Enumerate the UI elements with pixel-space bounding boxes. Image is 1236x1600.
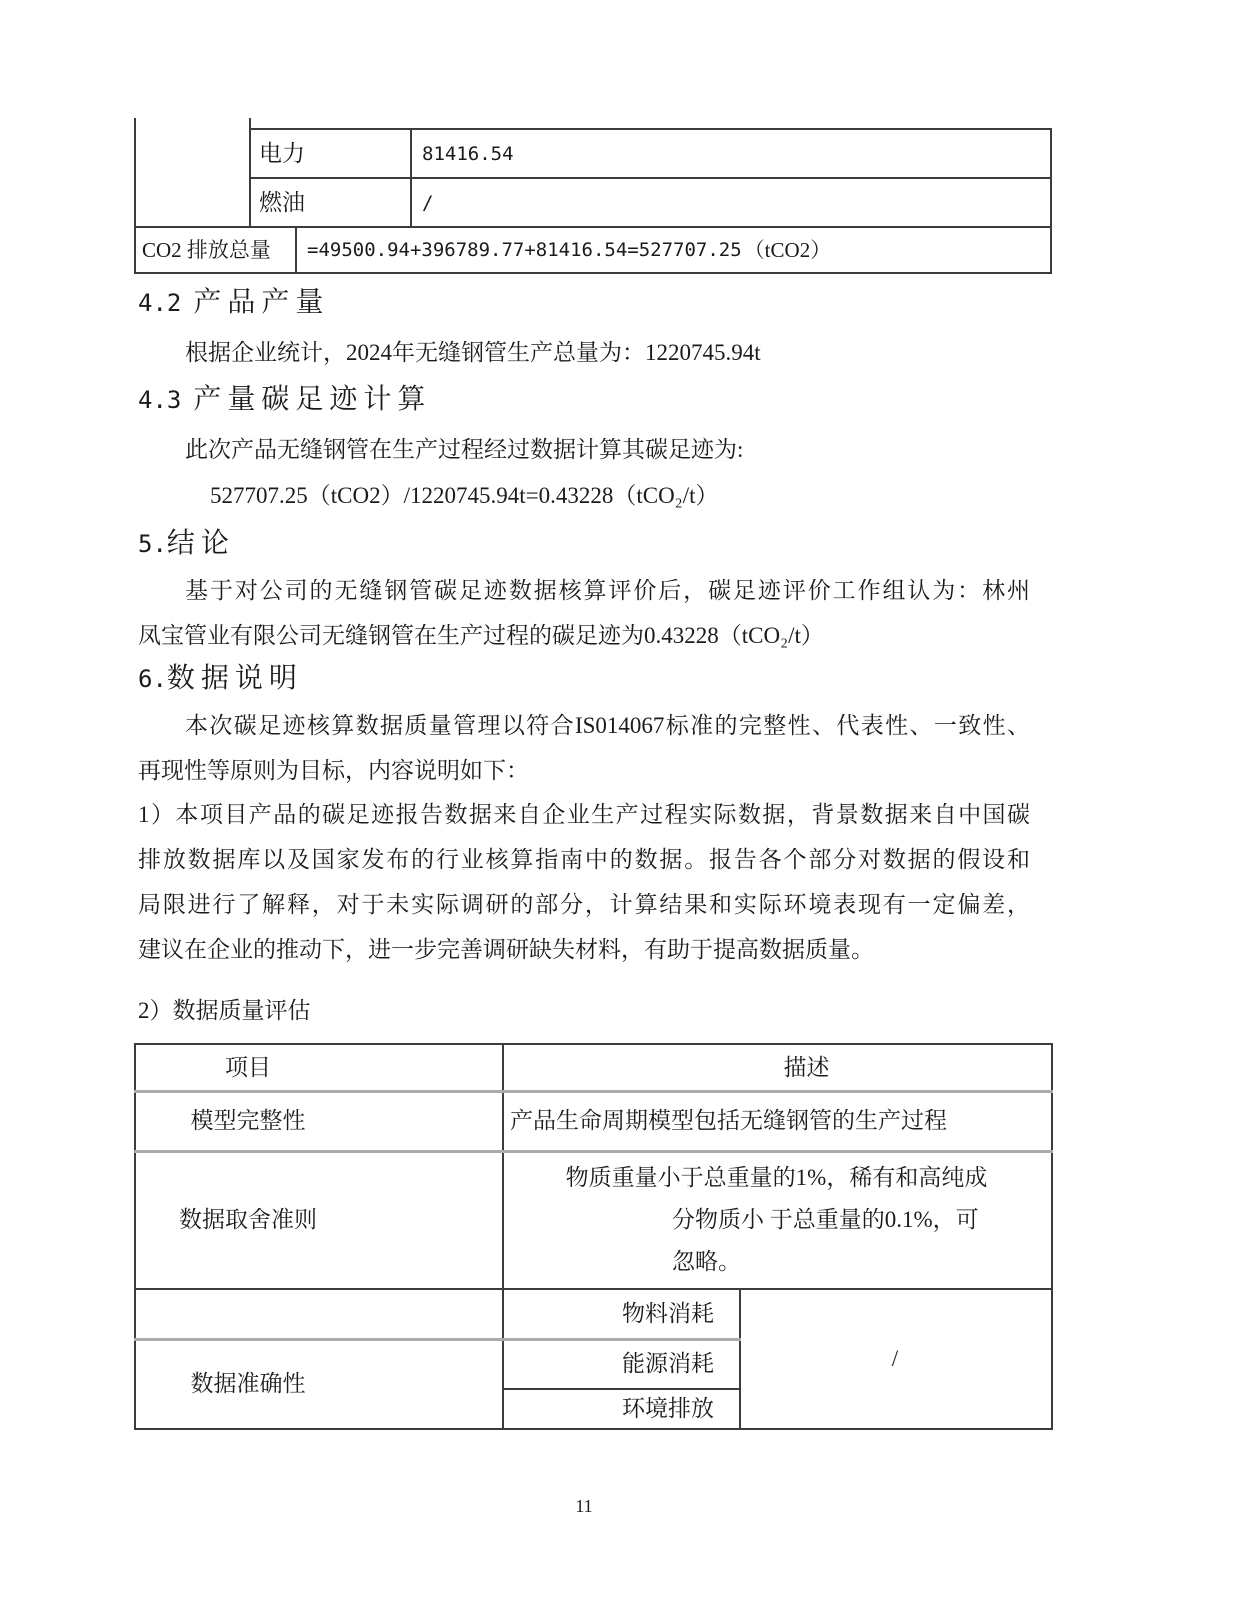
data-note-line: 再现性等原则为目标，内容说明如下： — [138, 758, 529, 783]
paragraph-1-line: 排放数据库以及国家发布的行业核算指南中的数据。报告各个部分对数据的假设和 — [138, 847, 1030, 872]
section-number: 5. — [138, 530, 167, 558]
emission-row-value: / — [422, 191, 434, 214]
co2-total-unit: （tCO2） — [743, 238, 832, 262]
accuracy-subrow-environment: 环境排放 — [622, 1396, 714, 1421]
emission-row-label: 燃油 — [259, 189, 305, 215]
model-completeness-label: 模型完整性 — [190, 1108, 306, 1133]
quality-table-header-desc: 描述 — [783, 1054, 830, 1080]
data-note-line: 本次碳足迹核算数据质量管理以符合IS014067标准的完整性、代表性、一致性、 — [185, 713, 1030, 738]
section-heading-5 — [138, 527, 235, 561]
cutoff-desc-line: 物质重量小于总重量的1%，稀有和高纯成 — [565, 1165, 988, 1190]
cutoff-desc-line: 分物质小 于总重量的0.1%，可 — [672, 1207, 979, 1232]
quality-table-border — [1051, 1043, 1053, 1430]
cutoff-desc-line: 忽略。 — [672, 1249, 741, 1274]
conclusion-line: 凤宝管业有限公司无缝钢管在生产过程的碳足迹为0.43228（tCO₂/t） — [138, 623, 824, 648]
section-title: 产品产量 — [193, 287, 330, 318]
section-heading-6 — [138, 662, 303, 696]
section-number: 4.3 — [138, 386, 182, 414]
accuracy-subrow-material: 物料消耗 — [622, 1301, 714, 1326]
section-heading-4-2 — [138, 286, 329, 320]
section-title: 产量碳足迹计算 — [193, 384, 432, 415]
carbon-footprint-formula: 527707.25（tCO2）/1220745.94t=0.43228（tCO₂/t） — [210, 483, 719, 508]
section-4-2-body: 根据企业统计，2024年无缝钢管生产总量为：1220745.94t — [185, 340, 761, 365]
section-heading-4-3 — [138, 383, 431, 417]
emission-row-value: 81416.54 — [422, 142, 514, 165]
co2-total-value — [297, 228, 1048, 272]
paragraph-1-line: 建议在企业的推动下，进一步完善调研缺失材料，有助于提高数据质量。 — [138, 937, 874, 962]
section-title: 结论 — [166, 528, 235, 559]
cutoff-rule-label: 数据取舍准则 — [179, 1207, 317, 1232]
page-number: 11 — [575, 1496, 593, 1516]
paragraph-1-line: 局限进行了解释，对于未实际调研的部分，计算结果和实际环境表现有一定偏差， — [138, 892, 1030, 917]
emission-row-label: 电力 — [259, 140, 305, 166]
accuracy-value: / — [891, 1346, 899, 1371]
data-accuracy-label: 数据准确性 — [190, 1371, 306, 1396]
section-title: 数据说明 — [166, 663, 303, 694]
quality-table-header-item: 项目 — [225, 1054, 271, 1080]
section-number: 4.2 — [138, 289, 182, 317]
emission-table-border — [1050, 128, 1052, 274]
quality-table-border — [134, 1428, 1053, 1430]
cutoff-rule-desc — [502, 1152, 1051, 1288]
section-number: 6. — [138, 665, 167, 693]
paragraph-1-line: 1）本项目产品的碳足迹报告数据来自企业生产过程实际数据，背景数据来自中国碳 — [138, 802, 1030, 827]
co2-total-label: CO2 排放总量 — [142, 238, 271, 262]
emission-table-border — [134, 272, 1052, 274]
co2-total-expression: =49500.94+396789.77+81416.54=527707.25 — [307, 239, 742, 261]
accuracy-subrow-energy: 能源消耗 — [622, 1351, 714, 1376]
model-completeness-desc: 产品生命周期模型包括无缝钢管的生产过程 — [510, 1108, 947, 1133]
conclusion-line: 基于对公司的无缝钢管碳足迹数据核算评价后，碳足迹评价工作组认为：林州 — [185, 578, 1030, 603]
section-4-3-body: 此次产品无缝钢管在生产过程经过数据计算其碳足迹为: — [185, 437, 744, 462]
paragraph-2-heading: 2）数据质量评估 — [138, 998, 311, 1023]
